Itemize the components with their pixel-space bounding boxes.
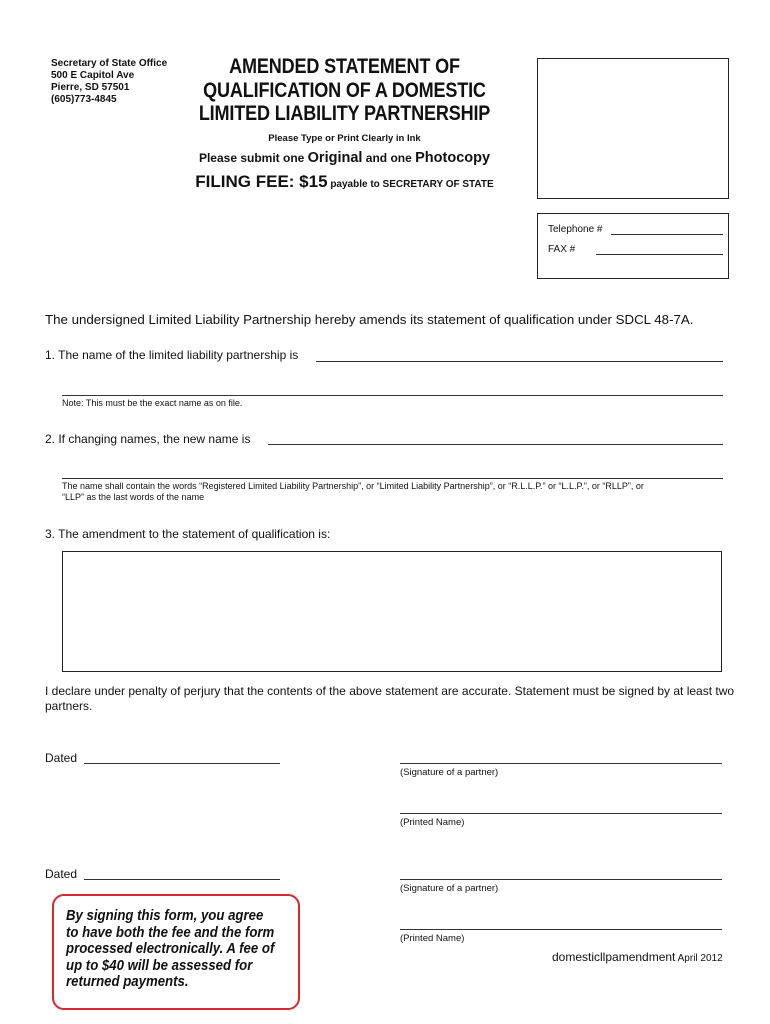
submit-prefix: Please submit one <box>198 151 308 165</box>
form-date: April 2012 <box>675 953 723 964</box>
fax-label: FAX # <box>548 244 576 255</box>
form-title <box>196 55 493 126</box>
fee-payable: payable to SECRETARY OF STATE <box>327 179 494 190</box>
q1-note: Note: This must be the exact name as on file. <box>62 398 243 408</box>
fax-field[interactable] <box>596 244 723 255</box>
office-address <box>51 58 167 106</box>
q2-new-name-field[interactable] <box>268 444 723 445</box>
dated-field-1[interactable] <box>84 763 280 764</box>
dated-label-1: Dated <box>45 751 78 765</box>
signature-field-2[interactable] <box>400 879 722 880</box>
declaration: I declare under penalty of perjury that the contents of the above statement are accurate. Statement must be signed by at least two partners. <box>45 684 735 713</box>
amendment-text-area[interactable] <box>62 551 722 672</box>
q1-name-field-continued[interactable] <box>62 395 723 396</box>
contact-box <box>537 213 729 279</box>
title-line-1: AMENDED STATEMENT OF <box>229 55 460 78</box>
fee-label: FILING FEE: $15 <box>195 172 328 191</box>
printed-name-field-1[interactable] <box>400 813 722 814</box>
signature-label-2: (Signature of a partner) <box>400 883 499 894</box>
telephone-row <box>548 224 723 235</box>
title-line-2: QUALIFICATION OF A DOMESTIC <box>203 78 486 102</box>
q3-label: 3. The amendment to the statement of qualification is: <box>45 527 331 541</box>
office-phone: (605)773-4845 <box>51 94 117 105</box>
form-id: domesticllpamendment <box>552 950 676 964</box>
office-street: 500 E Capitol Ave <box>51 70 135 81</box>
submit-middle: and one <box>362 151 416 165</box>
form-footer <box>552 950 723 964</box>
telephone-label: Telephone # <box>548 224 603 235</box>
filing-fee <box>172 172 517 192</box>
instructions: Please Type or Print Clearly in Ink <box>268 133 421 144</box>
q2-note-line-1: The name shall contain the words “Registered Limited Liability Partnership”, or “Limited Liability Partnership”, or “R.L.L.P.” or “L.L.P.”, or “RLLP”, or <box>62 481 644 491</box>
notice-text: By signing this form, you agree to have both the fee and the form processed electronically. A fee of up to $40 will be assessed for returned payments. <box>66 907 275 990</box>
q2-label: 2. If changing names, the new name is <box>45 432 251 446</box>
telephone-field[interactable] <box>611 224 723 235</box>
filing-stamp-box <box>537 58 729 199</box>
dated-label-2: Dated <box>45 867 78 881</box>
electronic-processing-notice <box>52 894 300 1010</box>
signature-field-1[interactable] <box>400 763 722 764</box>
office-name: Secretary of State Office <box>51 58 168 69</box>
dated-field-2[interactable] <box>84 879 280 880</box>
fax-row <box>548 244 723 255</box>
intro-statement: The undersigned Limited Liability Partnership hereby amends its statement of qualification under SDCL 48-7A. <box>45 312 694 327</box>
q1-name-field[interactable] <box>316 361 723 362</box>
q2-note-line-2: “LLP” as the last words of the name <box>62 492 205 502</box>
printed-name-label-1: (Printed Name) <box>400 817 465 828</box>
submit-photocopy: Photocopy <box>415 150 491 166</box>
office-city: Pierre, SD 57501 <box>51 82 130 93</box>
q2-new-name-field-continued[interactable] <box>62 478 723 479</box>
q1-label: 1. The name of the limited liability partnership is <box>45 348 299 362</box>
submit-instructions <box>172 150 517 166</box>
printed-name-field-2[interactable] <box>400 929 722 930</box>
title-line-3: LIMITED LIABILITY PARTNERSHIP <box>198 102 491 125</box>
submit-original: Original <box>307 150 363 166</box>
printed-name-label-2: (Printed Name) <box>400 933 465 944</box>
signature-label-1: (Signature of a partner) <box>400 767 499 778</box>
